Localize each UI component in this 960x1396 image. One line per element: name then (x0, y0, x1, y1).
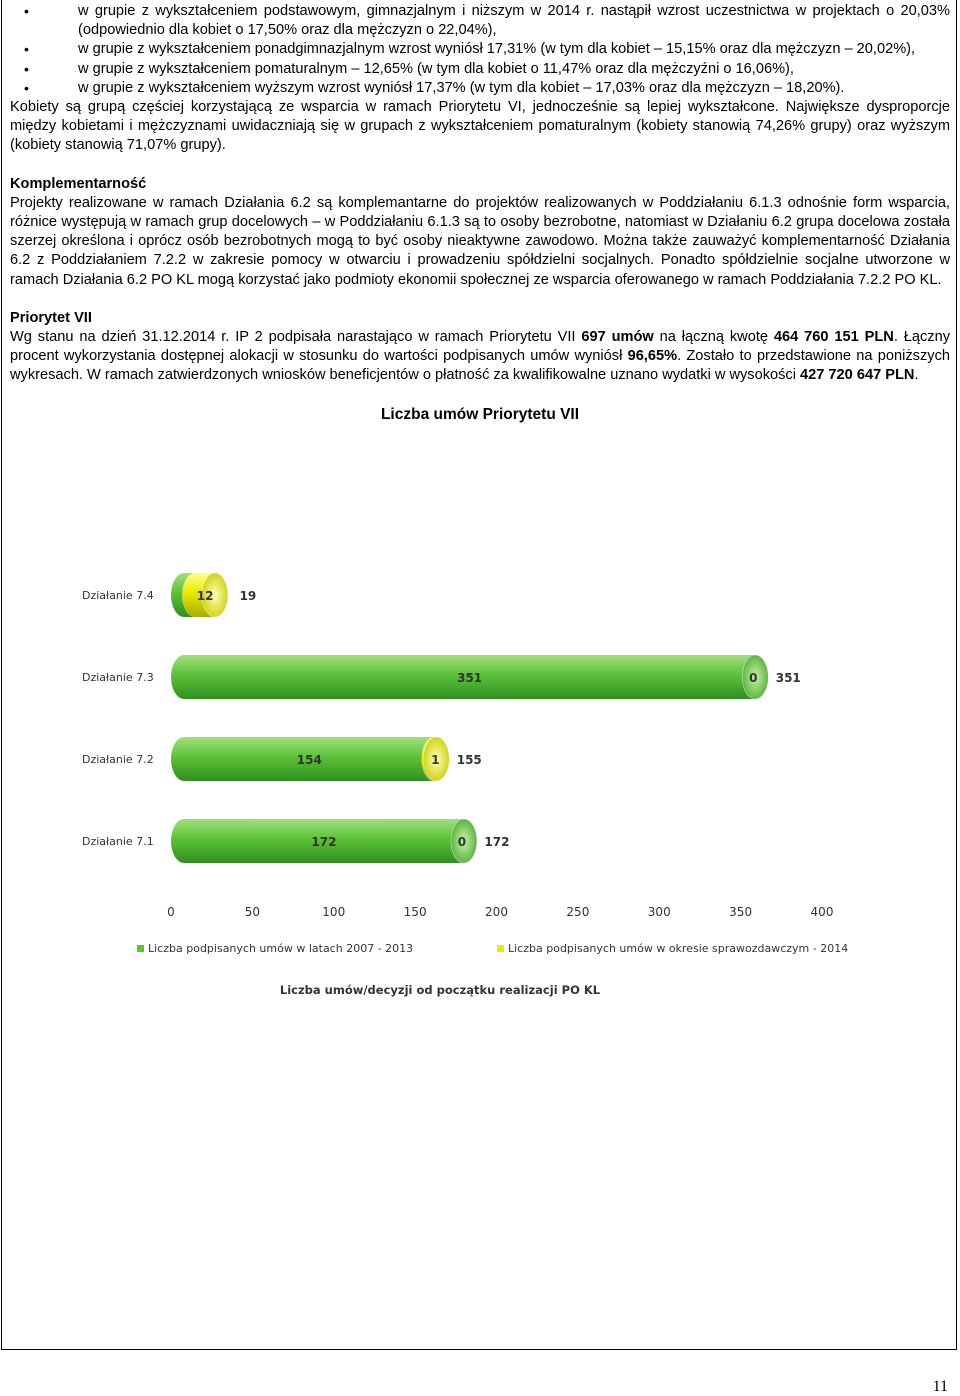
total-label: 351 (775, 671, 801, 685)
category-label: Działanie 7.2 (82, 753, 154, 766)
data-label: 0 (749, 671, 758, 685)
x-tick-label: 0 (167, 905, 175, 919)
paragraph-priorytet-vii: Wg stanu na dzień 31.12.2014 r. IP 2 podpisała narastająco w ramach Priorytetu VII 697 umów na łączną kwotę 464 760 151 PLN. Łączny procent wykorzystania dostępnej alokacji w stosunku do wartości podpisanych umów wyniósł 96,65%. Zostało to przedstawione na poniższych wykresach. W ramach zatwierdzonych wniosków beneficjentów o płatność za kwalifikowalne uznano wydatki w wysokości 427 720 647 PLN. (10, 329, 950, 384)
contracts-amount: 464 760 151 PLN (773, 329, 894, 346)
data-label: 12 (196, 589, 214, 603)
x-tick-label: 400 (810, 905, 834, 919)
data-label: 172 (311, 835, 337, 849)
x-tick-label: 50 (244, 905, 261, 919)
total-label: 172 (484, 835, 510, 849)
legend-swatch (137, 945, 144, 952)
data-label: 1 (431, 753, 440, 767)
bar-segment-end (171, 819, 197, 863)
total-label: 19 (239, 589, 257, 603)
category-label: Działanie 7.1 (82, 835, 154, 848)
bar-segment-end (171, 655, 197, 699)
bullet-item: • w grupie z wykształceniem wyższym wzrost wyniósł 17,37% (w tym dla kobiet – 17,03% oraz dla mężczyzn – 18,20%). (10, 79, 950, 98)
paragraph-komplementarnosc: Projekty realizowane w ramach Działania 6.2 są komplemantarne do projektów realizowanych w Poddziałaniu 6.1.3 odnośnie form wsparcia, różnice występują w ramach grup docelowych – w Poddziałaniu 6.1.3 są to osoby bezrobotne, natomiast w Działaniu 6.2 grupa docelowa została szerzej określona i oprócz osób bezrobotnych mogą to być osoby nieaktywne zawodowo. Można także zauważyć komplementarność Działania 6.2 z Poddziałaniem 7.2.2 w zakresie pomocy w otwarciu i prowadzeniu spółdzielni socjalnych. Ponadto spółdzielnie socjalne utworzone w ramach Działania 6.2 PO KL mogą korzystać jako podmioty ekonomii społecznej ze wsparcia oferowanego w ramach Poddziałania 7.2.2 PO KL. (10, 194, 950, 288)
legend-swatch (497, 945, 504, 952)
x-tick-label: 300 (647, 905, 671, 919)
data-label: 351 (457, 671, 483, 685)
section-heading-komplementarnosc: Komplementarność (10, 175, 147, 192)
bar-chart (0, 540, 960, 1010)
education-bullet-list (10, 2, 950, 98)
section-heading-priorytet-vii: Priorytet VII (10, 309, 92, 326)
chart-title: Liczba umów Priorytetu VII (380, 405, 580, 423)
bullet-item: • w grupie z wykształceniem podstawowym, gimnazjalnym i niższym w 2014 r. nastąpił wzrost uczestnictwa w projektach o 20,03% (odpowiednio dla kobiet o 17,50% oraz dla mężczyzn o 22,04%), (10, 2, 950, 40)
page-number: 11 (932, 1378, 948, 1395)
legend-label: Liczba podpisanych umów w latach 2007 - 2013 (148, 942, 414, 955)
document-body (10, 0, 950, 424)
bar-segment-end (171, 737, 197, 781)
paragraph-women-education: Kobiety są grupą częściej korzystającą ze wsparcia w ramach Priorytetu VI, jednocześnie są lepiej wykształcone. Największe dysproporcje między kobietami i mężczyznami uwidaczniają się w grupach z wykształceniem pomaturalnym (kobiety stanowią 74,26% grupy) oraz wyższym (kobiety stanowią 71,07% grupy). (10, 99, 950, 154)
eligible-expenses: 427 720 647 PLN (800, 367, 915, 384)
total-label: 155 (456, 753, 482, 767)
legend-label: Liczba podpisanych umów w okresie sprawozdawczym - 2014 (508, 942, 849, 955)
x-tick-label: 200 (485, 905, 508, 919)
allocation-usage: 96,65% (627, 348, 678, 365)
x-tick-label: 150 (403, 905, 427, 919)
bullet-item: • w grupie z wykształceniem ponadgimnazjalnym wzrost wyniósł 17,31% (w tym dla kobiet – 15,15% oraz dla mężczyzn – 20,02%), (10, 40, 950, 59)
contracts-count: 697 umów (581, 329, 654, 346)
x-axis-title: Liczba umów/decyzji od początku realizacji PO KL (279, 983, 601, 997)
category-label: Działanie 7.4 (82, 589, 154, 602)
x-tick-label: 250 (566, 905, 590, 919)
x-tick-label: 350 (729, 905, 753, 919)
category-label: Działanie 7.3 (82, 671, 154, 684)
x-tick-label: 100 (322, 905, 346, 919)
data-label: 154 (296, 753, 322, 767)
data-label: 0 (457, 835, 467, 849)
bullet-item: • w grupie z wykształceniem pomaturalnym – 12,65% (w tym dla kobiet o 11,47% oraz dla mężczyźni o 16,06%), (10, 60, 950, 79)
